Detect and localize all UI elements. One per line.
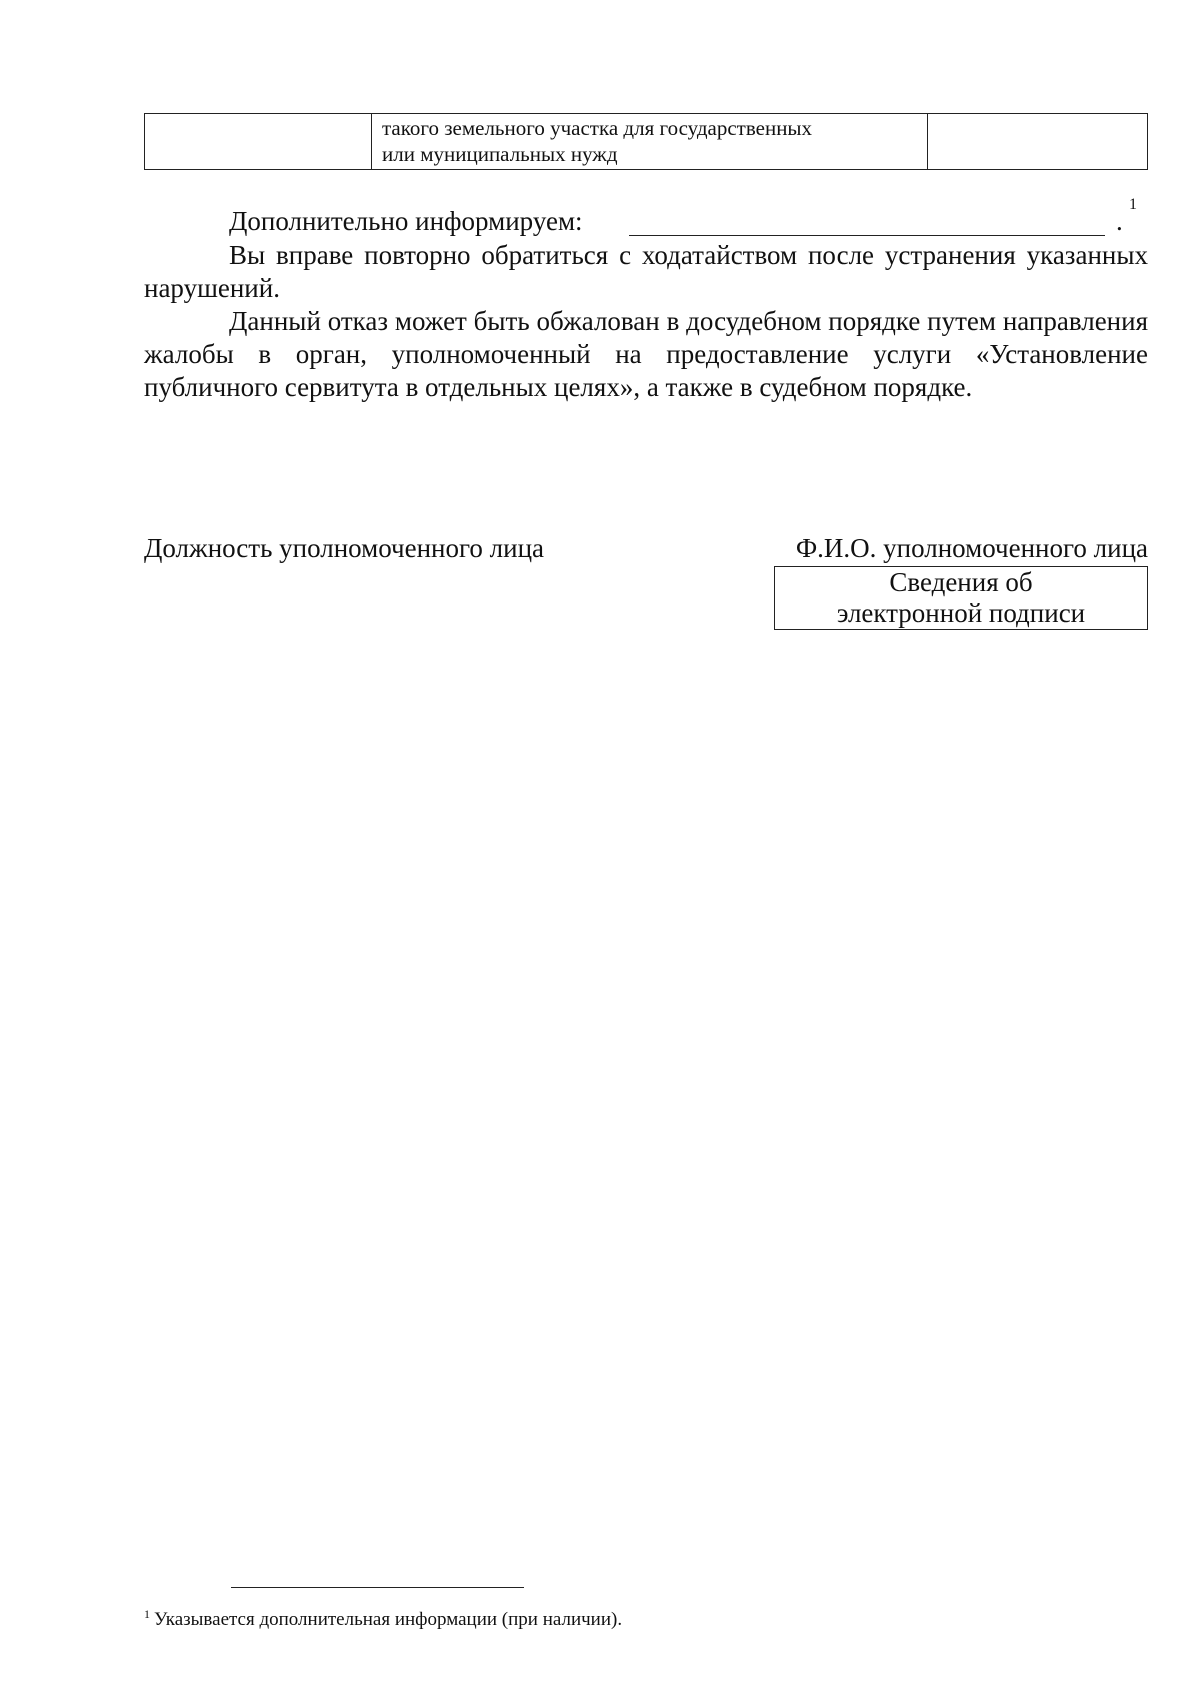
official-position-label: Должность уполномоченного лица xyxy=(144,533,545,563)
official-name-label: Ф.И.О. уполномоченного лица xyxy=(795,533,1148,563)
table-cell-description xyxy=(372,114,928,170)
table-cell-empty-right xyxy=(928,114,1148,170)
table-cell-line: такого земельного участка для государственных xyxy=(382,116,813,140)
services-table-fragment xyxy=(144,113,1148,170)
footnote xyxy=(144,1602,622,1632)
table-row xyxy=(145,114,1148,170)
period-mark: . xyxy=(1116,206,1123,236)
footnote-reference: 1 xyxy=(1129,196,1137,213)
footnote-separator xyxy=(231,1587,524,1588)
footnote-text: Указывается дополнительная информации (при наличии). xyxy=(154,1609,623,1630)
electronic-signature-box xyxy=(774,566,1148,630)
footnote-mark: 1 xyxy=(144,1607,150,1621)
esig-line: электронной подписи xyxy=(836,598,1086,628)
appeal-paragraph: Данный отказ может быть обжалован в досудебном порядке путем направления жалобы в орган, уполномоченный на предоставление услуги «Установление публичного сервитута в отдельных целях», а также в судебном порядке. xyxy=(144,306,1148,402)
table-cell-empty-left xyxy=(145,114,372,170)
reapply-paragraph: Вы вправе повторно обратиться с ходатайством после устранения указанных нарушений. xyxy=(144,240,1148,303)
table-cell-line: или муниципальных нужд xyxy=(382,142,618,166)
esig-line: Сведения об xyxy=(889,567,1033,597)
additional-info-label: Дополнительно информируем: xyxy=(229,206,583,236)
additional-info-line xyxy=(144,196,1148,238)
fill-in-blank-line xyxy=(629,235,1105,236)
